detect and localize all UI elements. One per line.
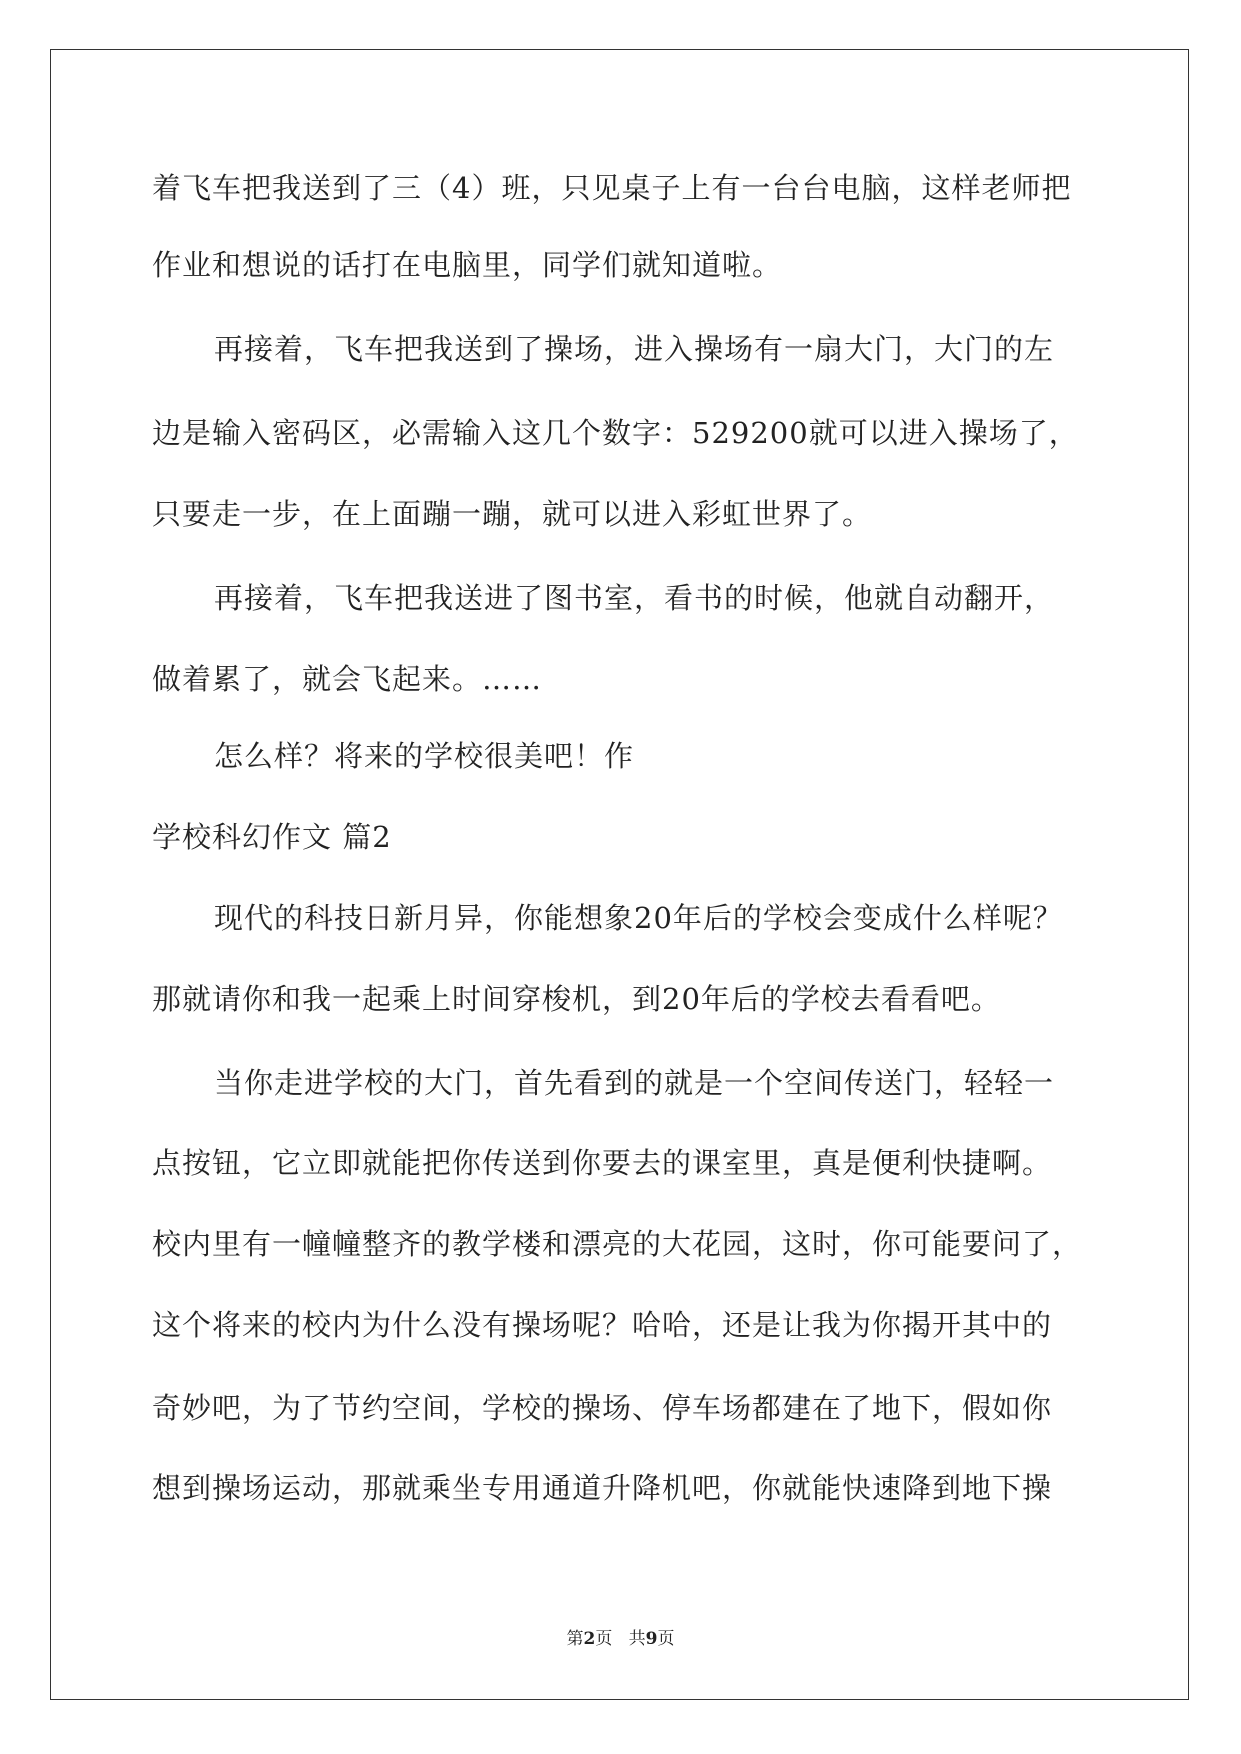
current-page-number: 2: [583, 1629, 596, 1649]
page-footer: [0, 1631, 1241, 1648]
total-pages-number: 9: [645, 1629, 658, 1649]
text-line: 校内里有一幢幢整齐的教学楼和漂亮的大花园，这时，你可能要问了，: [152, 1227, 1083, 1261]
text-line: 再接着，飞车把我送到了操场，进入操场有一扇大门，大门的左: [214, 332, 1055, 366]
text-line: 再接着，飞车把我送进了图书室，看书的时候，他就自动翻开，: [214, 581, 1055, 615]
text-line: 这个将来的校内为什么没有操场呢？哈哈，还是让我为你揭开其中的: [152, 1308, 1053, 1342]
text-line: 着飞车把我送到了三（4）班，只见桌子上有一台台电脑，这样老师把: [152, 171, 1072, 205]
text-line: 当你走进学校的大门，首先看到的就是一个空间传送门，轻轻一: [214, 1066, 1055, 1100]
text-line: 那就请你和我一起乘上时间穿梭机，到20年后的学校去看看吧。: [152, 982, 1001, 1016]
text-line: 只要走一步，在上面蹦一蹦，就可以进入彩虹世界了。: [152, 497, 873, 531]
footer-total-prefix: 共: [628, 1629, 646, 1649]
text-line: 作业和想说的话打在电脑里，同学们就知道啦。: [152, 248, 783, 282]
footer-prefix: 第: [566, 1629, 584, 1649]
text-line: 怎么样？将来的学校很美吧！作: [214, 739, 635, 773]
page-border: [50, 49, 1189, 1700]
text-line: 现代的科技日新月异，你能想象20年后的学校会变成什么样呢？: [214, 901, 1063, 935]
footer-page-suffix: 页: [595, 1629, 613, 1649]
text-line: 做着累了，就会飞起来。……: [152, 662, 543, 696]
section-heading: 学校科幻作文 篇2: [152, 820, 392, 854]
text-line: 点按钮，它立即就能把你传送到你要去的课室里，真是便利快捷啊。: [152, 1146, 1053, 1180]
text-line: 想到操场运动，那就乘坐专用通道升降机吧，你就能快速降到地下操: [152, 1471, 1053, 1505]
footer-total-suffix: 页: [657, 1629, 675, 1649]
text-line: 奇妙吧，为了节约空间，学校的操场、停车场都建在了地下，假如你: [152, 1391, 1053, 1425]
text-line: 边是输入密码区，必需输入这几个数字：529200就可以进入操场了，: [152, 416, 1079, 450]
